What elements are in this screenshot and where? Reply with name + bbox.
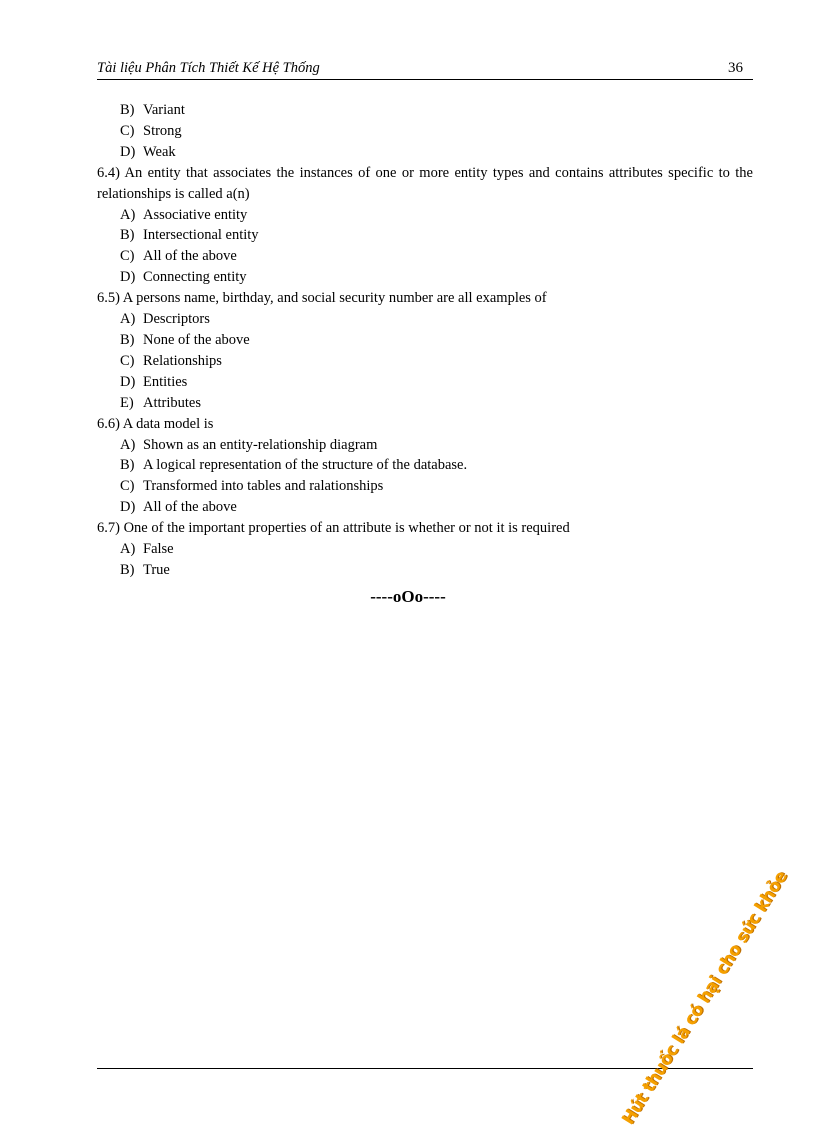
option-letter: B)	[120, 331, 135, 348]
answer-options	[97, 309, 753, 414]
answer-options	[97, 435, 753, 519]
answer-option	[97, 393, 753, 414]
question-text: 6.5) A persons name, birthday, and social security number are all examples of	[97, 290, 547, 307]
option-text: Shown as an entity-relationship diagram	[143, 436, 378, 453]
option-text: Associative entity	[143, 206, 248, 223]
question-text: 6.7) One of the important properties of an attribute is whether or not it is required	[97, 520, 570, 537]
option-text: Weak	[143, 143, 176, 160]
answer-option	[97, 330, 753, 351]
option-text: A logical representation of the structure of the database.	[143, 457, 468, 474]
answer-option	[97, 435, 753, 456]
option-letter: B)	[120, 561, 135, 578]
option-text: False	[143, 541, 174, 558]
answer-option	[97, 246, 753, 267]
option-letter: A)	[120, 541, 136, 558]
option-letter: B)	[120, 457, 135, 474]
answer-option	[97, 225, 753, 246]
option-text: Connecting entity	[143, 269, 247, 286]
answer-options	[97, 100, 753, 163]
answer-option	[97, 205, 753, 226]
option-text: Descriptors	[143, 311, 210, 328]
answer-option	[97, 372, 753, 393]
end-mark: ----oOo----	[370, 587, 446, 606]
option-letter: E)	[120, 394, 134, 411]
option-letter: A)	[120, 206, 136, 223]
option-letter: C)	[120, 478, 135, 495]
option-text: Intersectional entity	[143, 227, 259, 244]
question-text: 6.4) An entity that associates the instances of one or more entity types and contains attributes specific to the relationships is called a(n)	[97, 164, 753, 202]
document-title: Tài liệu Phân Tích Thiết Kế Hệ Thống	[97, 60, 320, 76]
option-text: Variant	[143, 102, 185, 118]
page-header	[97, 60, 753, 80]
option-letter: C)	[120, 352, 135, 369]
option-text: Entities	[143, 373, 188, 390]
answer-option	[97, 100, 753, 121]
option-letter: D)	[120, 499, 136, 516]
answer-option	[97, 497, 753, 518]
option-letter: B)	[120, 102, 135, 118]
option-text: None of the above	[143, 331, 250, 348]
option-letter: A)	[120, 311, 136, 328]
answer-option	[97, 309, 753, 330]
answer-option	[97, 560, 753, 581]
option-letter: D)	[120, 373, 136, 390]
answer-option	[97, 121, 753, 142]
answer-option	[97, 267, 753, 288]
answer-option	[97, 142, 753, 163]
option-letter: D)	[120, 269, 136, 286]
health-warning-stamp: Hút thuốc lá có hại cho sức khỏe	[618, 867, 792, 1129]
option-text: True	[143, 561, 170, 578]
option-text: All of the above	[143, 248, 237, 265]
question-text: 6.6) A data model is	[97, 415, 214, 432]
option-letter: D)	[120, 143, 136, 160]
page-number: 36	[728, 60, 743, 76]
option-letter: C)	[120, 248, 135, 265]
question-list	[97, 100, 753, 581]
option-text: Transformed into tables and ralationships	[143, 478, 384, 495]
answer-options	[97, 539, 753, 581]
answer-option	[97, 351, 753, 372]
answer-options	[97, 205, 753, 289]
answer-option	[97, 455, 753, 476]
option-letter: C)	[120, 122, 135, 139]
option-text: Strong	[143, 122, 182, 139]
option-text: Attributes	[143, 394, 201, 411]
option-letter: B)	[120, 227, 135, 244]
option-letter: A)	[120, 436, 136, 453]
option-text: Relationships	[143, 352, 222, 369]
answer-option	[97, 476, 753, 497]
answer-option	[97, 539, 753, 560]
option-text: All of the above	[143, 499, 237, 516]
